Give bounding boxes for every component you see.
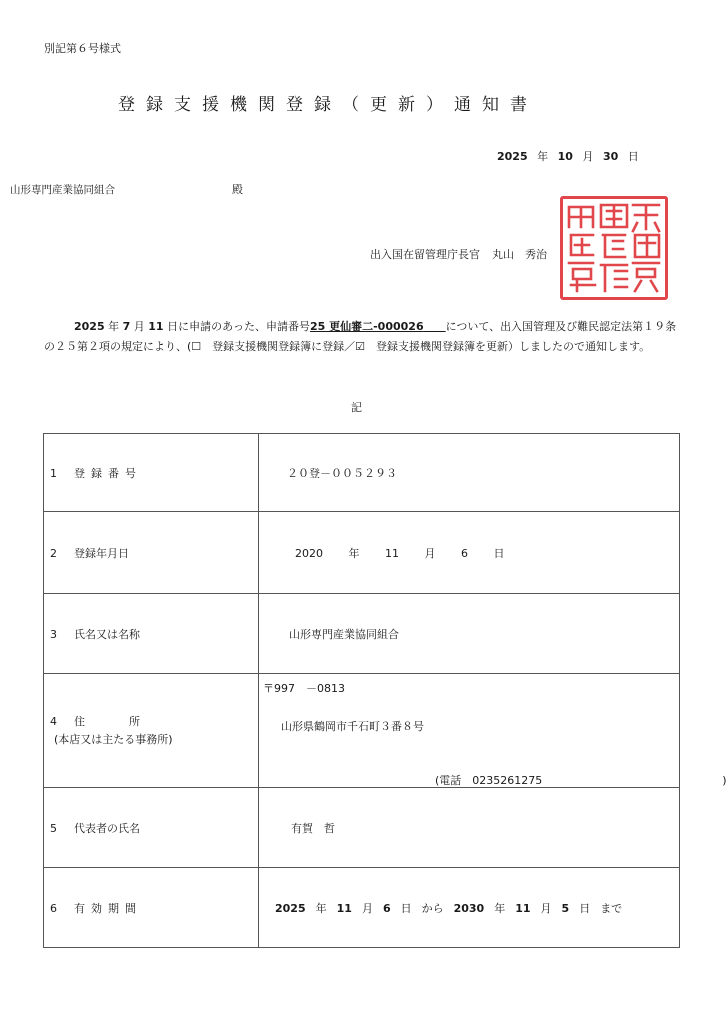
issue-date <box>497 148 639 164</box>
postal-code: 〒997 －0813 <box>263 682 345 695</box>
notice-body <box>44 317 684 357</box>
address-cell <box>259 674 727 788</box>
issuer-name: 丸山 秀治 <box>492 248 547 261</box>
seal-glyphs-icon <box>563 199 665 297</box>
organization-name: 山形専門産業協同組合 <box>259 594 680 674</box>
representative-name: 有賀 哲 <box>259 788 680 868</box>
ki-heading: 記 <box>351 401 362 414</box>
apply-year: 2025 <box>74 320 105 333</box>
issuer-title: 出入国在留管理庁長官 <box>370 248 480 261</box>
row-label: 4 住 所 (本店又は主たる事務所) <box>44 674 259 788</box>
day-unit: 日 <box>627 150 639 163</box>
registration-number: ２０登－００５２９３ <box>259 434 680 512</box>
issuer <box>370 246 547 262</box>
row-label: 3 氏名又は名称 <box>44 594 259 674</box>
table-row <box>44 868 680 948</box>
month-unit: 月 <box>582 150 594 163</box>
row-label: 2 登録年月日 <box>44 512 259 594</box>
table-row <box>44 788 680 868</box>
row-label: 1 登録番号 <box>44 434 259 512</box>
apply-month: 7 <box>122 320 131 333</box>
registration-date: 2020 年 11 月 6 日 <box>259 512 680 594</box>
option-renew-checkbox: ☑ <box>355 340 366 353</box>
apply-day: 11 <box>148 320 164 333</box>
row-label: 5 代表者の氏名 <box>44 788 259 868</box>
form-number: 別記第６号様式 <box>44 42 121 55</box>
body-text-1: 日に申請のあった、申請番号 <box>167 320 310 333</box>
table-row <box>44 434 680 512</box>
table-row <box>44 674 680 788</box>
application-number: 25 更仙審二-000026 <box>309 320 424 333</box>
addressee-honorific: 殿 <box>232 183 243 196</box>
option-register-checkbox: ☐ <box>191 340 202 353</box>
year-unit: 年 <box>537 150 549 163</box>
issue-year: 2025 <box>497 150 528 163</box>
table-row <box>44 594 680 674</box>
issue-month: 10 <box>557 150 573 163</box>
row-label: 6 有効期間 <box>44 868 259 948</box>
addressee-name: 山形専門産業協同組合 <box>10 184 115 196</box>
document-title: 登録支援機関登録（更新）通知書 <box>118 95 538 115</box>
table-row <box>44 512 680 594</box>
apply-month-unit: 月 <box>133 320 145 333</box>
apply-year-unit: 年 <box>108 320 120 333</box>
validity-period: 2025 年 11 月 6 日 から 2030 年 11 月 5 日 まで <box>259 868 680 948</box>
option-register-label: 登録支援機関登録簿に登録／ <box>212 340 356 353</box>
option-renew-label: 登録支援機関登録簿を更新）しましたので通知します。 <box>376 340 651 353</box>
issue-day: 30 <box>602 150 619 163</box>
address: 山形県鶴岡市千石町３番８号 <box>281 720 424 733</box>
registration-table <box>43 433 727 948</box>
body-text-2: について、出入国管理及び難民認定法第１９条の２５第２項の規定により、( <box>44 320 677 353</box>
phone: (電話 0235261275 ) <box>435 774 727 787</box>
official-seal <box>560 196 668 300</box>
